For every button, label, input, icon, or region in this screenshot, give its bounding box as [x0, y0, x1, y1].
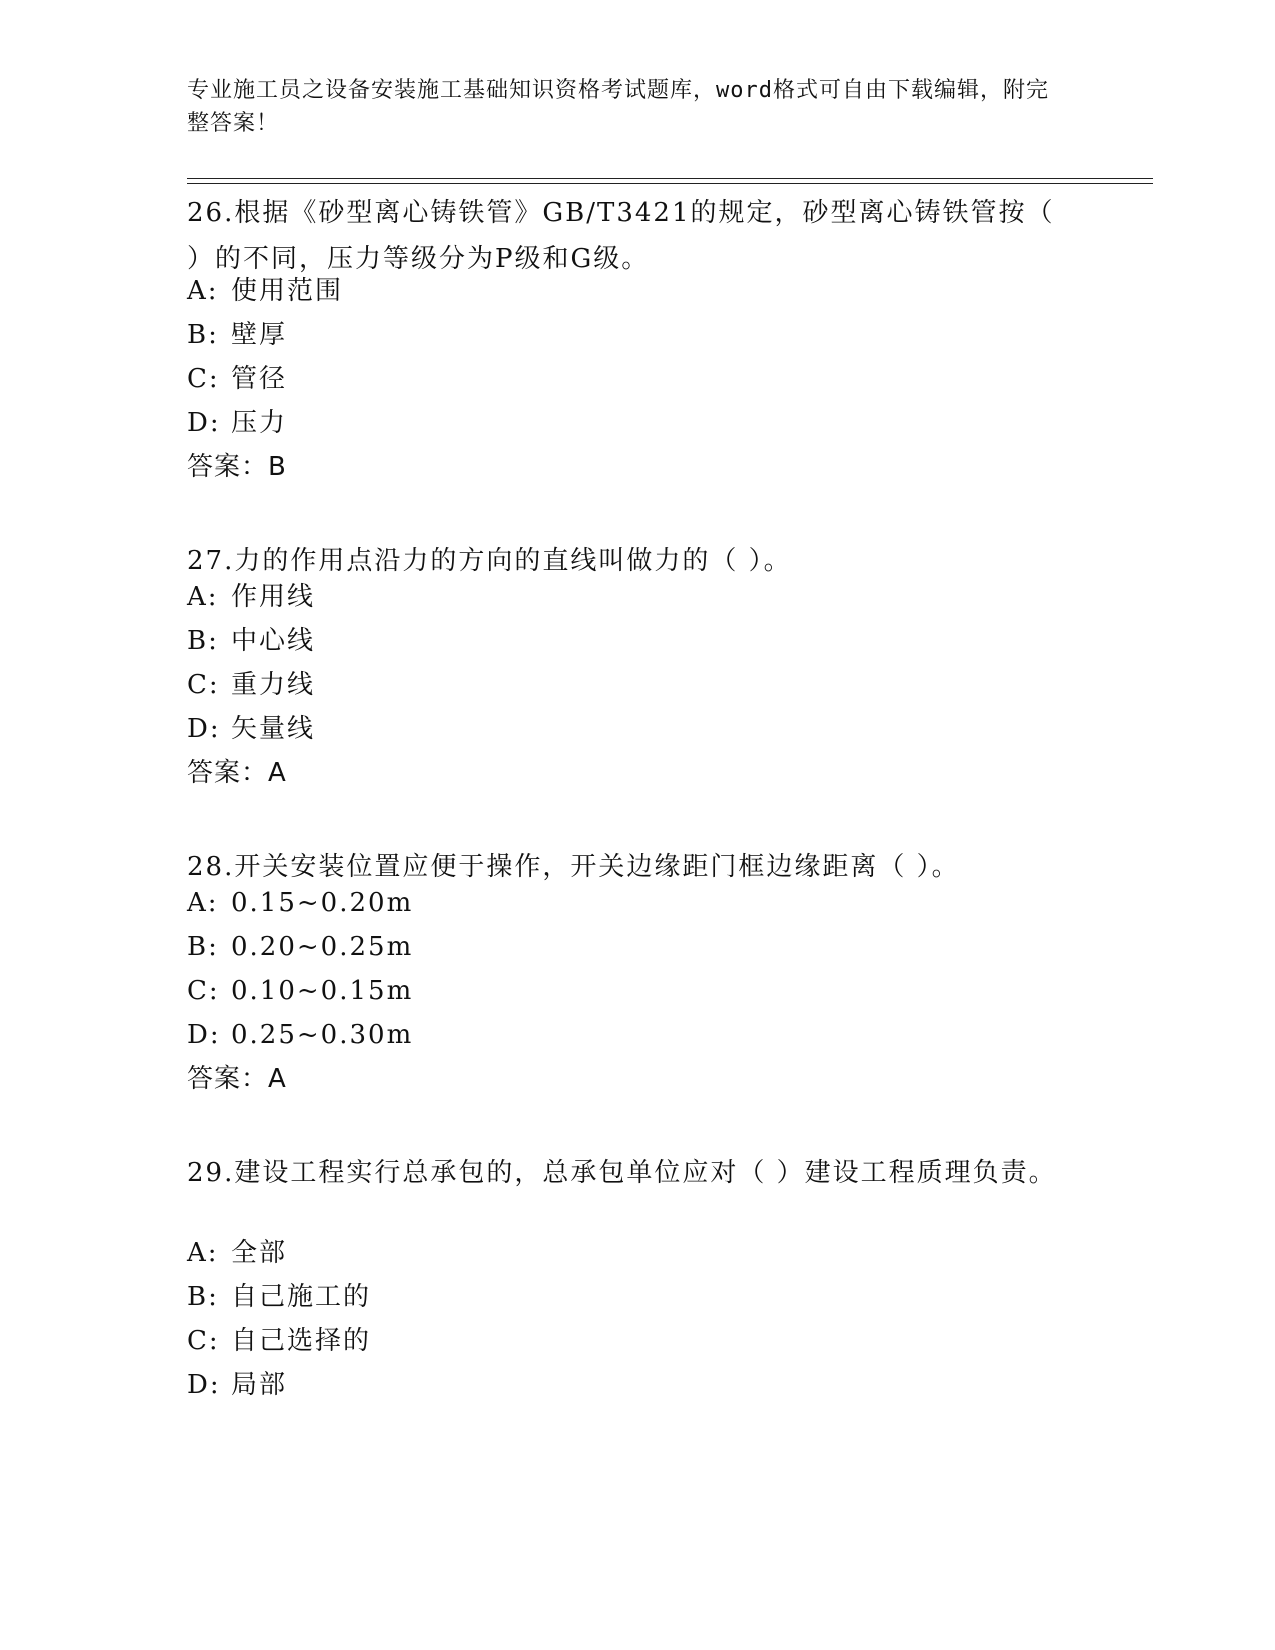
question-27-option-d [187, 712, 315, 746]
option-label: A: [187, 888, 219, 918]
document-header: 专业施工员之设备安装施工基础知识资格考试题库，word格式可自由下载编辑，附完整答案！ [187, 78, 1049, 136]
option-text: 0.10~0.15m [231, 976, 414, 1006]
option-label: D: [187, 408, 221, 438]
option-label: B: [187, 932, 219, 962]
option-text: 局部 [231, 1370, 288, 1400]
option-label: B: [187, 626, 219, 656]
option-text: 全部 [231, 1238, 288, 1268]
question-29-option-d [187, 1368, 287, 1402]
option-text: 压力 [231, 408, 288, 438]
header-divider-bottom [187, 183, 1153, 184]
option-label: C: [187, 1326, 220, 1356]
question-29-option-c [187, 1324, 371, 1358]
option-text: 自己施工的 [231, 1282, 372, 1312]
question-28-option-d [187, 1018, 413, 1052]
option-text: 作用线 [231, 582, 316, 612]
question-29-stem: 29.建设工程实行总承包的，总承包单位应对（ ）建设工程质理负责。 [187, 1158, 1057, 1188]
question-28-option-a [187, 886, 413, 920]
option-label: A: [187, 276, 219, 306]
option-text: 自己选择的 [231, 1326, 372, 1356]
question-26-option-b [187, 318, 287, 352]
option-label: B: [187, 1282, 219, 1312]
option-text: 0.15~0.20m [231, 888, 414, 918]
option-label: C: [187, 976, 220, 1006]
question-26-option-a [187, 274, 343, 308]
option-label: B: [187, 320, 219, 350]
question-27-option-a [187, 580, 315, 614]
question-29-option-b [187, 1280, 371, 1314]
option-label: D: [187, 714, 221, 744]
question-27-option-c [187, 668, 315, 702]
question-27-stem: 27.力的作用点沿力的方向的直线叫做力的（ ）。 [187, 546, 792, 576]
option-label: A: [187, 582, 219, 612]
option-text: 壁厚 [231, 320, 288, 350]
header-divider-top [187, 178, 1153, 179]
option-text: 0.25~0.30m [231, 1020, 414, 1050]
option-text: 使用范围 [231, 276, 344, 306]
option-label: D: [187, 1020, 221, 1050]
question-28-option-c [187, 974, 413, 1008]
question-27-option-b [187, 624, 315, 658]
question-26-option-c [187, 362, 287, 396]
question-29-option-a [187, 1236, 287, 1270]
option-label: D: [187, 1370, 221, 1400]
option-text: 管径 [231, 364, 288, 394]
question-28-answer: 答案：A [187, 1064, 287, 1094]
option-text: 重力线 [231, 670, 316, 700]
option-text: 中心线 [231, 626, 316, 656]
question-28-option-b [187, 930, 413, 964]
option-label: C: [187, 670, 220, 700]
question-28-stem: 28.开关安装位置应便于操作，开关边缘距门框边缘距离（ ）。 [187, 852, 960, 882]
question-27-answer: 答案：A [187, 758, 287, 788]
option-label: A: [187, 1238, 219, 1268]
question-26-answer: 答案：B [187, 452, 287, 482]
option-label: C: [187, 364, 220, 394]
option-text: 0.20~0.25m [231, 932, 414, 962]
question-26-stem: 26.根据《砂型离心铸铁管》GB/T3421的规定，砂型离心铸铁管按（ ）的不同，压力等级分为P级和G级。 [187, 198, 1055, 274]
option-text: 矢量线 [231, 714, 316, 744]
question-26-option-d [187, 406, 287, 440]
